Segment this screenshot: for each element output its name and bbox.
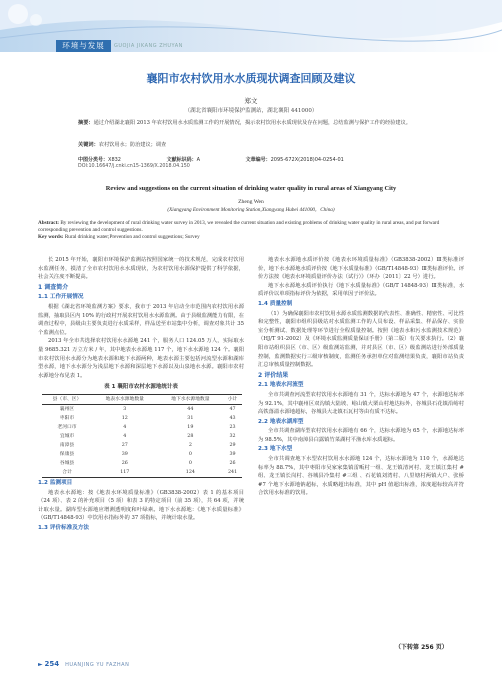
table-cell: 襄州区 bbox=[59, 406, 75, 412]
table-cell: 4 bbox=[123, 424, 127, 430]
doi: DOI:10.16647/j.cnki.cn15-1369/X.2018.04.150 bbox=[78, 164, 190, 169]
table-cell: 26 bbox=[121, 460, 128, 466]
table-cell: 19 bbox=[187, 424, 194, 430]
paragraph-1-4: （1）为确保襄阳市农村饮用水源水质监测数据的代表性、准确性、精密性、可比性和完整性，襄阳市组织县级站对水质监测工作的人员布设、样品采集、样品保存、实验室分析测试、数据处理等环节进行全程质量控制。按照《地表水和污水监测技术规范》（HJ/T 91-2002）及《环境水质监测质量保证手册》（第二版）有关要求执行。（2）襄阳市站组织县区（市、区）级监测站监测，并对县区（市、区）级监测站进行外部质量控制，监测数据实行三级审核制度，监测任务承担单位对监测结果负责，襄阳市站负责汇总审核质量控制数据。 bbox=[258, 310, 464, 369]
page-arrow-icon: ► bbox=[38, 661, 43, 668]
heading-2-3: 2.3 地下水型 bbox=[258, 446, 293, 453]
paragraph-r2: 地下水水源地水质评价执行《地下水质量标准》（GB/T 14848-93）Ⅲ类标准，水质评价以单项指标评价为依据，采用单因子评价法。 bbox=[258, 282, 464, 298]
table-row bbox=[42, 468, 242, 478]
table-cell: 32 bbox=[229, 433, 236, 439]
abstract bbox=[78, 120, 450, 127]
article-no-label: 文章编号： bbox=[245, 157, 271, 163]
table-row bbox=[42, 423, 242, 432]
intro-paragraph: 长 2015 年开始，襄阳市环境保护监测站按照国家统一的技术规范，完成农村饮用水监测任务，摸清了全市农村饮用水水质现状，为农村饮用水源保护提供了科学依据，社会关注度不断提高。 bbox=[38, 257, 244, 281]
table-header-row bbox=[42, 394, 242, 404]
paragraph-1-1b: 2013 年全市共选择农村饮用水水源地 241 个，服务人口 124.05 万人，实际取水量 9685.321 万立方米 / 年，其中地表水水源地 117 个，地下水水源地 124 个。襄阳市农村饮用水水源分为地表水源和地下水源两种，地表水源主要包括河流型水源和湖库型水源，地下水水源分为浅层地下水源和深层地下水源以及山泉地水水源。襄阳市农村水源地分布见表 1。 bbox=[38, 338, 244, 379]
english-affiliation: (Xiangyang Environment Monitoring Station,Xiangyang Hubei 441000，China) bbox=[167, 207, 335, 213]
table-cell: 47 bbox=[229, 406, 236, 412]
table-cell: 合计 bbox=[62, 469, 72, 475]
journal-name: HUANJING YU FAZHAN bbox=[65, 662, 130, 668]
table-cell: 39 bbox=[121, 451, 128, 457]
table-cell: 保康县 bbox=[59, 451, 75, 457]
table-row bbox=[42, 459, 242, 468]
table-cell: 谷城县 bbox=[59, 460, 75, 466]
section-subtitle: GUOJIA JIKANG ZHUYAN bbox=[114, 43, 183, 49]
table-cell: 26 bbox=[229, 460, 236, 466]
heading-1-4: 1.4 质量控制 bbox=[258, 300, 293, 307]
table-cell: 23 bbox=[229, 424, 236, 430]
table-header-cell: 县（市、区） bbox=[52, 396, 82, 402]
table-cell: 29 bbox=[229, 442, 236, 448]
table-row bbox=[42, 404, 242, 414]
heading-2-1: 2.1 地表水河流型 bbox=[258, 382, 304, 389]
table-cell: 43 bbox=[229, 415, 236, 421]
right-column bbox=[258, 256, 464, 498]
table-title: 表 1 襄阳市农村水源地统计表 bbox=[104, 384, 178, 391]
table-body bbox=[42, 404, 242, 477]
continued-note: （下转第 256 页） bbox=[395, 644, 448, 651]
author-name: 郑文 bbox=[244, 97, 258, 105]
doc-code-value: A bbox=[196, 157, 201, 163]
abstract-label: 摘要： bbox=[78, 120, 94, 126]
english-title: Review and suggestions on the current situation of drinking water quality in rural areas of Xiangyang City bbox=[105, 185, 397, 192]
table-row bbox=[42, 441, 242, 450]
table-row bbox=[42, 414, 242, 423]
table-row bbox=[42, 432, 242, 441]
table-cell: 241 bbox=[227, 469, 238, 475]
keywords-label: 关键词： bbox=[78, 142, 99, 148]
author-affiliation: （湖北省襄阳市环境保护监测站，湖北襄阳 441000） bbox=[184, 108, 318, 114]
english-abstract-text: By reviewing the development of rural drinking water survey in 2013, we revealed the current situation and existing problems of drinking water quality in rural areas, and put forward corresponding prevention and control suggestions. bbox=[38, 220, 440, 233]
paragraph-2-3: 全市共调查地下水型农村饮用水水源地 124 个，达标水源地为 110 个，水源地达标率为 88.7%，其中枣阳市吴家家集镇雷畈村一组、龙王镇清河村、龙王镇江集村 #组、龙王镇长岗村、谷城县冷集村 #三组 、石花镇刘湾村、八里塘村两镇大户、张桥 #7 个地下水源地钠超标，水质略超出标准，其中 pH 值超出标准，浓度超标较高并符合饮用水标准的饮用。 bbox=[258, 456, 464, 497]
left-column bbox=[38, 256, 244, 533]
heading-1-3: 1.3 评价标准及方法 bbox=[38, 524, 90, 531]
table-cell: 0 bbox=[188, 460, 192, 466]
english-author: Zheng Wen bbox=[238, 199, 264, 205]
heading-2: 2 评价结果 bbox=[258, 371, 289, 379]
keywords-text: 农村饮用水；防治建议；调查 bbox=[98, 142, 167, 148]
article-title: 襄阳市农村饮用水水质现状调查回顾及建议 bbox=[146, 72, 356, 85]
table-header-cell: 地表水水源地数量 bbox=[105, 396, 144, 402]
article-no-value: 2095-672X(2018)04-0254-01 bbox=[270, 157, 344, 163]
table-cell: 124 bbox=[185, 469, 195, 475]
table-cell: 31 bbox=[187, 415, 194, 421]
table-cell: 宜城市 bbox=[59, 433, 75, 439]
table-cell: 枣阳市 bbox=[59, 415, 75, 421]
table-cell: 0 bbox=[188, 451, 192, 457]
table-cell: 3 bbox=[123, 406, 127, 412]
table-cell: 28 bbox=[187, 433, 194, 439]
table-cell: 老河口市 bbox=[57, 424, 77, 430]
heading-1: 1 调查简介 bbox=[38, 283, 69, 291]
clc-value: X832 bbox=[108, 157, 121, 163]
table-cell: 南漳县 bbox=[59, 442, 75, 448]
water-source-table bbox=[42, 394, 242, 478]
english-keywords-text: Rural drinking water;Prevention and control suggestions; Survey bbox=[64, 234, 200, 240]
table-cell: 2 bbox=[188, 442, 192, 448]
article-meta bbox=[78, 156, 388, 163]
table-cell: 27 bbox=[121, 442, 128, 448]
table-header-cell: 小计 bbox=[227, 396, 238, 402]
table-header-cell: 地下水水源地数量 bbox=[171, 396, 210, 402]
paragraph-r1: 地表水水源地水质评价按《地表水环境质量标准》（GB3838-2002）Ⅲ类标准评价，地下水水源地水质评价按《地下水质量标准》（GB/T14848-93）Ⅲ类标准评价。评价方法按《地表水环境质量评价办法（试行）》（环办〔2011〕22 号）进行。 bbox=[258, 257, 464, 281]
paragraph-2-1: 全市共调查河流型农村饮用水水源地有 31 个，达标水源地为 47 个，水源地达标率为 92.1%，其中襄州区双沟镇大陆坡、峪山镇大栗山村地达标外，谷城县石花镇沿峪村高铁落溢水源地超标，谷城县大北镇石瓦村等由有质不达标。 bbox=[258, 391, 464, 416]
table-row bbox=[42, 450, 242, 459]
paragraph-1-1: 根据《湖北省环境监测方案》要求，我市于 2013 年启动全市范围内农村饮用水源监测，抽取县区内 10% 的行政村开展农村饮用水水源监测。由于县级监测能力有限，在调查过程中，县级由主要负责进行水质采样，样品送至市站集中分析，调查对象共计 35 个监测点位。 bbox=[38, 303, 244, 336]
page-footer bbox=[38, 660, 129, 668]
english-abstract bbox=[38, 220, 464, 241]
clc-label: 中图分类号： bbox=[78, 157, 109, 163]
section-tab: 环境与发展 bbox=[56, 40, 111, 52]
abstract-text: 通过介绍湖北襄阳 2013 年农村饮用水水质监测工作的开展情况，揭示农村饮用水水质现状及存在问题，总结监测与保护工作的经验建议。 bbox=[93, 120, 411, 126]
heading-2-2: 2.2 地表水湖库型 bbox=[258, 418, 304, 425]
english-abstract-label: Abstract: bbox=[38, 220, 60, 226]
page-number: 254 bbox=[44, 660, 60, 668]
table-cell: 44 bbox=[187, 406, 194, 412]
doc-code-label: 文献标识码： bbox=[166, 157, 197, 163]
table-cell: 39 bbox=[229, 451, 236, 457]
heading-1-1: 1.1 工作开展情况 bbox=[38, 294, 84, 301]
keywords bbox=[78, 142, 450, 149]
table-cell: 4 bbox=[123, 433, 127, 439]
paragraph-1-2: 地表水水源地：按《地表水环境质量标准》（GB3838-2002）表 1 的基本项目（24 项）、表 2 的补充项目（5 项）和表 3 的特定项目（前 35 项），共 64 项，并统计取水量。湖库型水源地应增测透明度和叶绿素。地下水水源地：《地下水质量标准》（GB/T14848-93）中饮用水指标外的 37 项指标，并统计取水量。 bbox=[38, 489, 244, 522]
table-cell: 117 bbox=[120, 469, 130, 475]
table-cell: 12 bbox=[121, 415, 128, 421]
heading-1-2: 1.2 监测项目 bbox=[38, 479, 73, 486]
paragraph-2-2: 全市共调查湖库型农村饮用水水源地有 66 个，达标水源地为 65 个，水源地达标率为 98.5%，其中南漳县白露镇竹菜湖村平渔水库水质超标。 bbox=[258, 428, 464, 443]
english-keywords-label: Key words: bbox=[38, 234, 64, 240]
